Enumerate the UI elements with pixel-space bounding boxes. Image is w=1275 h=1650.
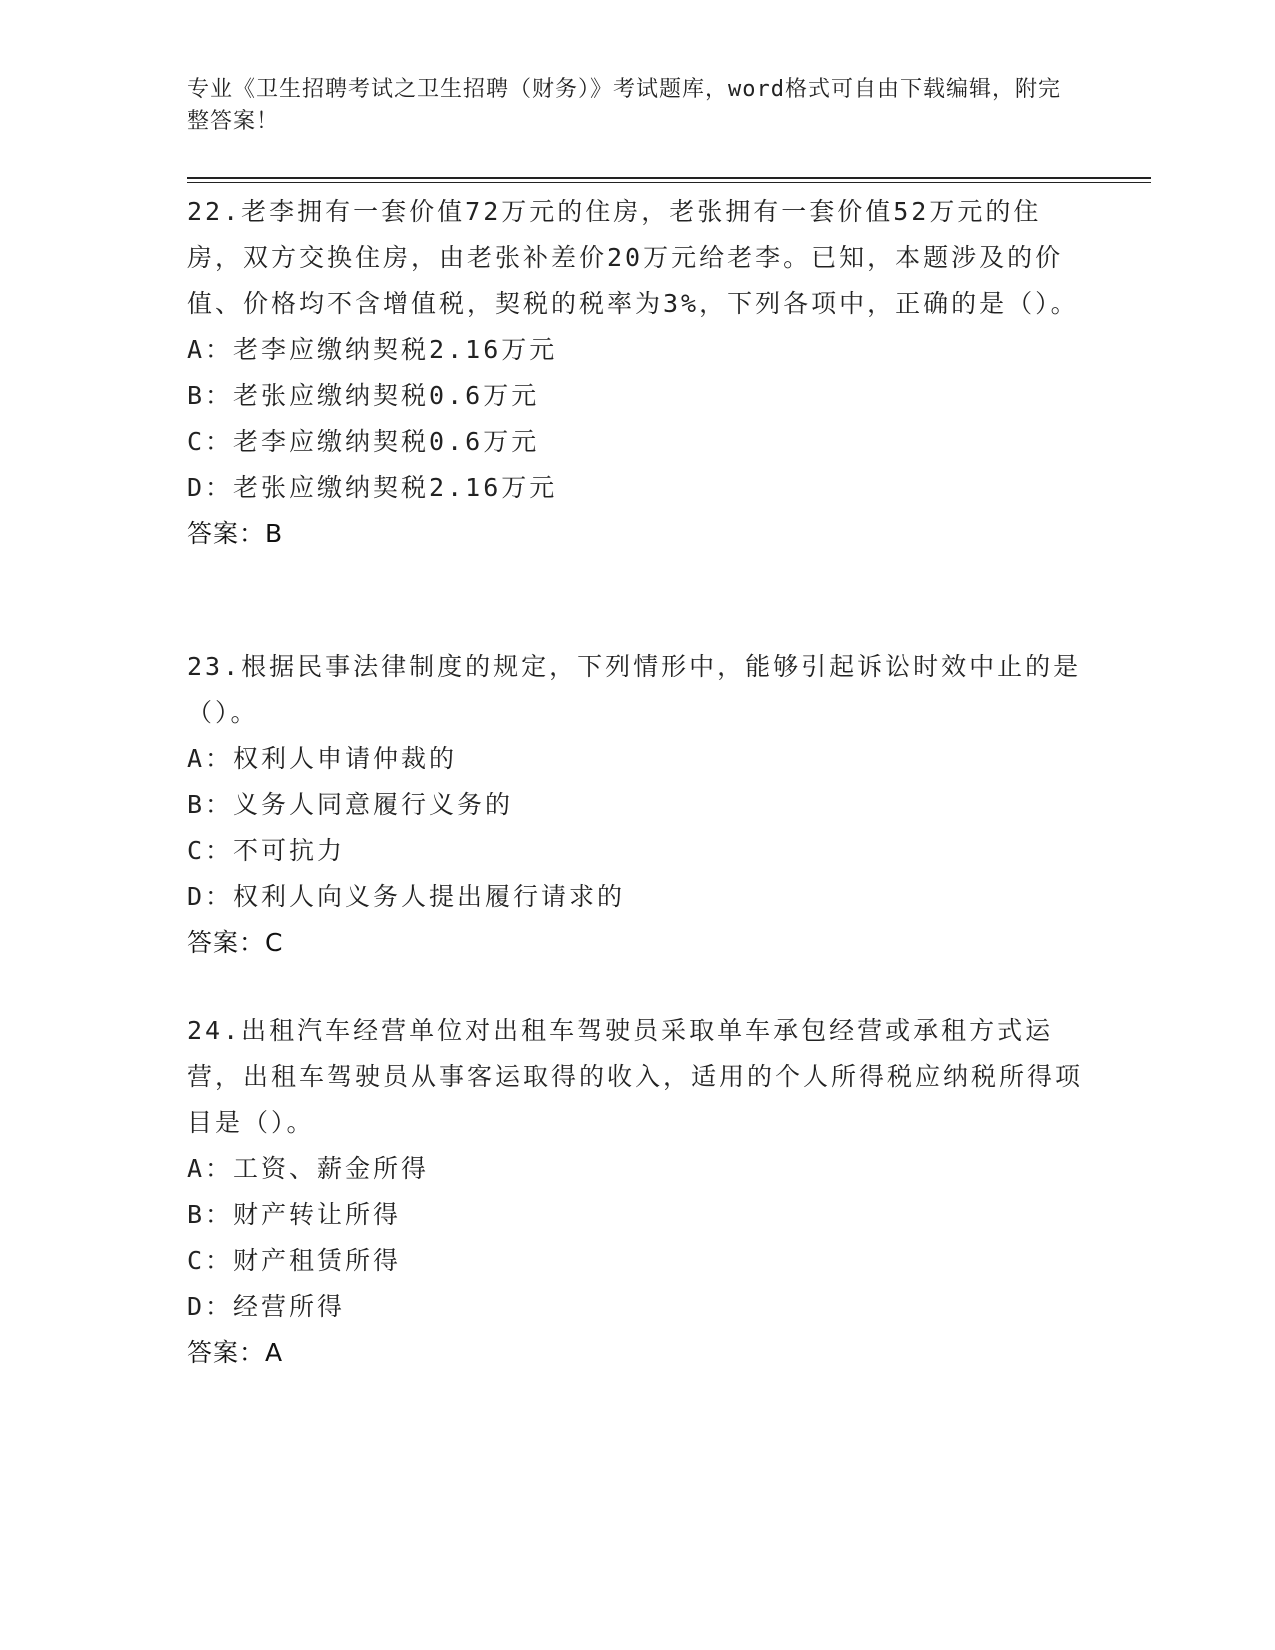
header-divider-thick (187, 177, 1151, 179)
question-23 (187, 644, 1087, 966)
option-c: C：财产租赁所得 (187, 1246, 402, 1275)
option-b: B：老张应缴纳契税0.6万元 (187, 381, 540, 410)
question-text: 22.老李拥有一套价值72万元的住房，老张拥有一套价值52万元的住房，双方交换住房，由老张补差价20万元给老李。已知，本题涉及的价值、价格均不含增值税，契税的税率为3%，下列各项中，正确的是（）。 (187, 197, 1079, 318)
option-c: C：不可抗力 (187, 836, 346, 865)
answer: 答案：C (187, 928, 284, 957)
answer: 答案：A (187, 1338, 284, 1367)
option-a: A：工资、薪金所得 (187, 1154, 430, 1183)
option-d: D：经营所得 (187, 1292, 346, 1321)
header-divider-thin (187, 182, 1151, 183)
option-d: D：老张应缴纳契税2.16万元 (187, 473, 558, 502)
question-text: 24.出租汽车经营单位对出租车驾驶员采取单车承包经营或承租方式运营，出租车驾驶员从事客运取得的收入，适用的个人所得税应纳税所得项目是（）。 (187, 1016, 1084, 1137)
question-24 (187, 1008, 1087, 1376)
option-a: A：权利人申请仲裁的 (187, 744, 458, 773)
option-d: D：权利人向义务人提出履行请求的 (187, 882, 626, 911)
option-b: B：财产转让所得 (187, 1200, 402, 1229)
option-b: B：义务人同意履行义务的 (187, 790, 514, 819)
option-a: A：老李应缴纳契税2.16万元 (187, 335, 558, 364)
question-text: 23.根据民事法律制度的规定，下列情形中，能够引起诉讼时效中止的是（）。 (187, 652, 1082, 727)
document-header (187, 74, 1067, 138)
answer: 答案：B (187, 519, 284, 548)
question-22 (187, 189, 1087, 557)
header-text: 专业《卫生招聘考试之卫生招聘（财务）》考试题库，word格式可自由下载编辑，附完整答案！ (187, 77, 1061, 134)
option-c: C：老李应缴纳契税0.6万元 (187, 427, 540, 456)
